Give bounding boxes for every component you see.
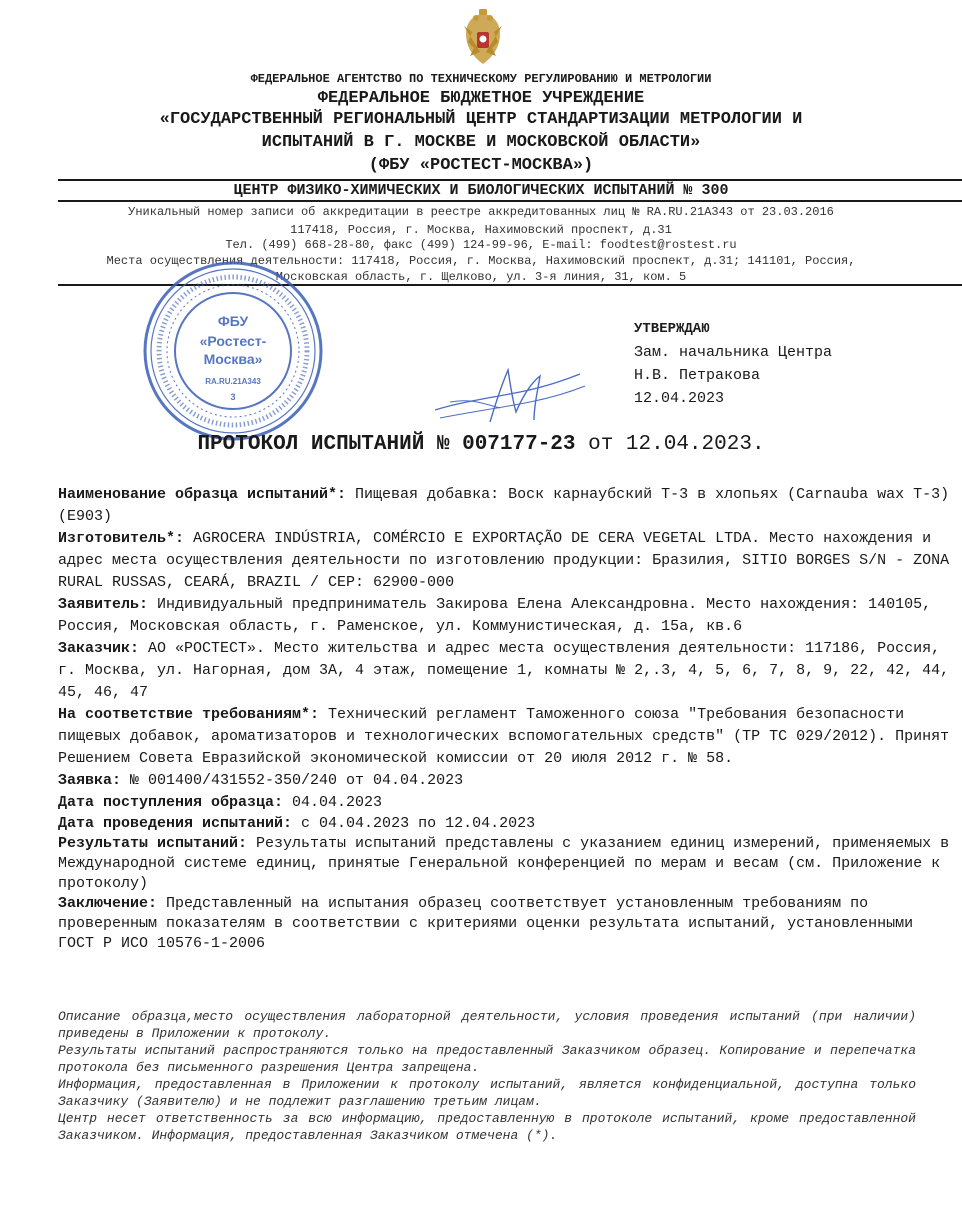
customer-field <box>58 638 958 704</box>
stamp-text-2: «Ростест- <box>199 333 267 349</box>
locations-line-2: Московская область, г. Щелково, ул. 3-я линия, 31, ком. 5 <box>275 270 687 284</box>
field-value: Индивидуальный предприниматель Закирова Елена Александровна. Место нахождения: 140105, Россия, Московская область, г. Раменское, ул. Коммунистическая, д. 15а, кв.6 <box>58 596 932 635</box>
note-3: Информация, предоставленная в Приложении к протоколу испытаний, является конфиденциальной, доступна только Заказчику (Заявителю) и не подлежит разглашению третьим лицам. <box>58 1077 916 1109</box>
field-label: Заключение: <box>58 895 158 912</box>
contacts-line: Тел. (499) 668-28-80, факс (499) 124-99-96, E-mail: foodtest@rostest.ru <box>225 238 737 252</box>
conclusion-field <box>58 894 958 954</box>
agency-name: ФЕДЕРАЛЬНОЕ АГЕНТСТВО ПО ТЕХНИЧЕСКОМУ РЕГУЛИРОВАНИЮ И МЕТРОЛОГИИ <box>250 72 712 86</box>
field-label: Заявка: <box>58 772 122 789</box>
field-label: Наименование образца испытаний*: <box>58 486 347 503</box>
address-line: 117418, Россия, г. Москва, Нахимовский проспект, д.31 <box>290 223 672 237</box>
stamp-text-3: Москва» <box>203 351 263 367</box>
field-label: Дата поступления образца: <box>58 794 284 811</box>
protocol-date: от 12.04.2023. <box>575 433 765 456</box>
stamp-text-1: ФБУ <box>217 313 249 329</box>
approval-date: 12.04.2023 <box>634 390 725 407</box>
signature-icon <box>430 362 590 432</box>
stamp-reg: RA.RU.21А343 <box>205 377 261 386</box>
note-2: Результаты испытаний распространяются только на предоставленный Заказчиком образец. Копирование и перепечатка протокола без письменного разрешения Центра запрещена. <box>58 1043 916 1075</box>
locations-line-1: Места осуществления деятельности: 117418, Россия, г. Москва, Нахимовский проспект, д.31; 141101, Россия, <box>106 254 856 268</box>
accreditation-line: Уникальный номер записи об аккредитации в реестре аккредитованных лиц № RA.RU.21А343 от 23.03.2016 <box>128 205 834 219</box>
divider <box>58 200 962 202</box>
testing-dates-field <box>58 814 958 834</box>
field-value: АО «РОСТЕСТ». Место жительства и адрес места осуществления деятельности: 117186, Россия, г. Москва, ул. Нагорная, дом 3А, 4 этаж, помещение 1, комнаты № 2,.3, 4, 5, 6, 7, 8, 9, 22, 42, 44, 45, 46, 47 <box>58 640 950 701</box>
order-field <box>58 770 958 792</box>
field-value: 04.04.2023 <box>283 794 383 811</box>
received-date-field <box>58 792 958 814</box>
field-value: с 04.04.2023 по 12.04.2023 <box>292 815 536 832</box>
field-value: Пищевая добавка: Воск карнаубский Т-3 в хлопьях (Carnauba wax T-3) (E903) <box>58 486 950 525</box>
sample-field <box>58 484 958 528</box>
applicant-field <box>58 594 958 638</box>
stamp-num: 3 <box>230 392 236 402</box>
field-value: Представленный на испытания образец соответствует установленным требованиям по проверенным показателям в соответствии с критериями оценки результата испытаний, установленными ГОСТ Р ИСО 10576-1-2006 <box>58 895 914 952</box>
protocol-number: ПРОТОКОЛ ИСПЫТАНИЙ № 007177-23 <box>197 433 576 456</box>
field-value: AGROCERA INDÚSTRIA, COMÉRCIO E EXPORTAÇÃO DE CERA VEGETAL LTDA. Место нахождения и адрес места осуществления деятельности по изготовлению продукции: Бразилия, SITIO BORGES S/N - ZONA RURAL RUSSAS, CEARÁ, BRAZIL / CEP: 62900-000 <box>58 530 950 591</box>
protocol-body <box>58 484 958 954</box>
note-4: Центр несет ответственность за всю информацию, предоставленную в протоколе испытаний, кроме предоставленной Заказчиком. Информация, предоставленная Заказчиком отмечена (*). <box>58 1111 916 1143</box>
manufacturer-field <box>58 528 958 594</box>
footnotes <box>58 1008 916 1144</box>
institution-line-1: ФЕДЕРАЛЬНОЕ БЮДЖЕТНОЕ УЧРЕЖДЕНИЕ <box>317 89 645 108</box>
institution-line-4: (ФБУ «РОСТЕСТ-МОСКВА») <box>368 156 594 175</box>
field-value: Технический регламент Таможенного союза "Требования безопасности пищевых добавок, ароматизаторов и технологических вспомогательных средств" (ТР ТС 029/2012). Принят Решением Совета Евразийской экономической комиссии от 20 июля 2012 г. № 58. <box>58 706 950 767</box>
approval-position: Зам. начальника Центра <box>634 344 833 361</box>
field-label: Заявитель: <box>58 596 149 613</box>
results-field <box>58 834 958 894</box>
centre-name: ЦЕНТР ФИЗИКО-ХИМИЧЕСКИХ И БИОЛОГИЧЕСКИХ ИСПЫТАНИЙ № 300 <box>233 182 729 199</box>
state-emblem-icon <box>458 8 508 70</box>
institution-line-2: «ГОСУДАРСТВЕННЫЙ РЕГИОНАЛЬНЫЙ ЦЕНТР СТАНДАРТИЗАЦИИ МЕТРОЛОГИИ И <box>159 110 803 129</box>
field-value: № 001400/431552-350/240 от 04.04.2023 <box>121 772 464 789</box>
protocol-title <box>0 433 962 456</box>
field-label: Результаты испытаний: <box>58 835 248 852</box>
divider <box>58 179 962 181</box>
field-label: Заказчик: <box>58 640 140 657</box>
institution-line-3: ИСПЫТАНИЙ В Г. МОСКВЕ И МОСКОВСКОЙ ОБЛАСТИ» <box>261 133 701 152</box>
field-label: Дата проведения испытаний: <box>58 815 293 832</box>
approval-title: УТВЕРЖДАЮ <box>634 321 710 337</box>
field-label: На соответствие требованиям*: <box>58 706 320 723</box>
field-value: Результаты испытаний представлены с указанием единиц измерений, применяемых в Международной системе единиц, принятые Генеральной конференцией по мерам и весам (см. Приложение к протоколу) <box>58 835 950 892</box>
field-label: Изготовитель*: <box>58 530 185 547</box>
approval-block <box>634 318 832 410</box>
note-1: Описание образца,место осуществления лабораторной деятельности, условия проведения испытаний (при наличии) приведены в Приложении к протоколу. <box>58 1009 916 1041</box>
approval-name: Н.В. Петракова <box>634 367 761 384</box>
requirements-field <box>58 704 958 770</box>
organization-stamp-icon <box>140 258 326 444</box>
